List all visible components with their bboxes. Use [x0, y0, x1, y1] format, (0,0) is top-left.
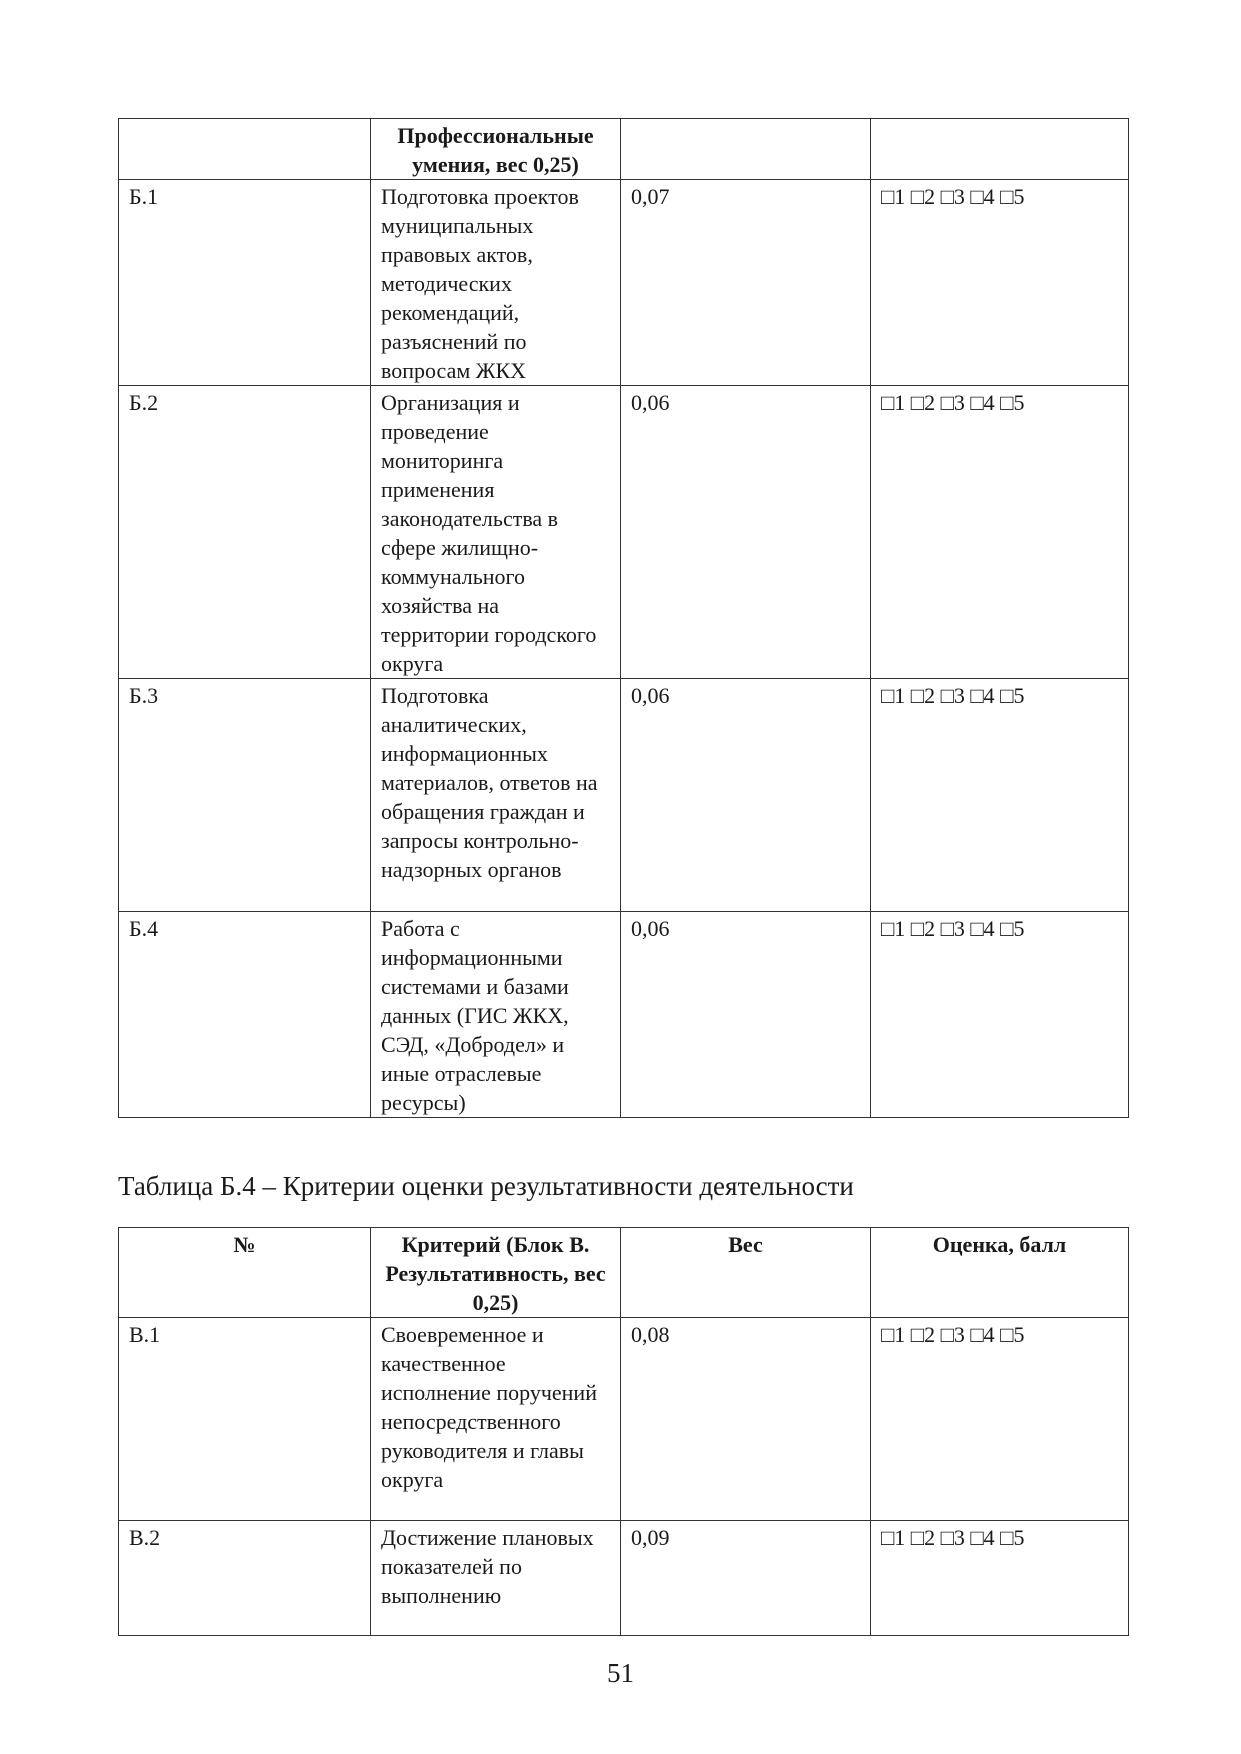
- header-cell-weight: [621, 119, 871, 180]
- row-rating-checkboxes[interactable]: □1 □2 □3 □4 □5: [871, 180, 1129, 386]
- header-cell-criterion: Профессиональные умения, вес 0,25): [371, 119, 621, 180]
- row-criterion: Достижение плановых показателей по выполнению: [371, 1521, 621, 1636]
- table-row: [119, 1318, 1129, 1521]
- row-criterion: Работа с информационными системами и базами данных (ГИС ЖКХ, СЭД, «Добродел» и иные отраслевые ресурсы): [371, 912, 621, 1118]
- row-criterion: Подготовка аналитических, информационных материалов, ответов на обращения граждан и запросы контрольно-надзорных органов: [371, 679, 621, 912]
- row-weight: 0,08: [621, 1318, 871, 1521]
- row-weight: 0,06: [621, 912, 871, 1118]
- header-cell-criterion: Критерий (Блок В. Результативность, вес 0,25): [371, 1228, 621, 1318]
- table-row: [119, 1521, 1129, 1636]
- header-cell-rating: Оценка, балл: [871, 1228, 1129, 1318]
- table-row: [119, 912, 1129, 1118]
- row-weight: 0,07: [621, 180, 871, 386]
- header-cell-weight: Вес: [621, 1228, 871, 1318]
- header-cell-rating: [871, 119, 1129, 180]
- header-cell-number: [119, 119, 371, 180]
- row-weight: 0,06: [621, 386, 871, 679]
- professional-skills-table: [118, 118, 1129, 1118]
- row-rating-checkboxes[interactable]: □1 □2 □3 □4 □5: [871, 679, 1129, 912]
- page-number: 51: [607, 1658, 634, 1688]
- row-number: Б.3: [119, 679, 371, 912]
- row-number: Б.4: [119, 912, 371, 1118]
- row-number: Б.1: [119, 180, 371, 386]
- table-caption: Таблица Б.4 – Критерии оценки результативности деятельности: [118, 1171, 854, 1201]
- header-cell-number: №: [119, 1228, 371, 1318]
- row-rating-checkboxes[interactable]: □1 □2 □3 □4 □5: [871, 1521, 1129, 1636]
- row-number: В.1: [119, 1318, 371, 1521]
- row-number: В.2: [119, 1521, 371, 1636]
- row-criterion: Организация и проведение мониторинга применения законодательства в сфере жилищно-коммунального хозяйства на территории городского округа: [371, 386, 621, 679]
- table-row: [119, 180, 1129, 386]
- row-weight: 0,06: [621, 679, 871, 912]
- table-header-row: [119, 1228, 1129, 1318]
- table-row: [119, 679, 1129, 912]
- row-number: Б.2: [119, 386, 371, 679]
- row-rating-checkboxes[interactable]: □1 □2 □3 □4 □5: [871, 386, 1129, 679]
- row-criterion: Подготовка проектов муниципальных правовых актов, методических рекомендаций, разъяснений по вопросам ЖКХ: [371, 180, 621, 386]
- row-weight: 0,09: [621, 1521, 871, 1636]
- table-header-row: [119, 119, 1129, 180]
- performance-criteria-table: [118, 1227, 1129, 1636]
- table-row: [119, 386, 1129, 679]
- row-criterion: Своевременное и качественное исполнение поручений непосредственного руководителя и главы округа: [371, 1318, 621, 1521]
- row-rating-checkboxes[interactable]: □1 □2 □3 □4 □5: [871, 912, 1129, 1118]
- row-rating-checkboxes[interactable]: □1 □2 □3 □4 □5: [871, 1318, 1129, 1521]
